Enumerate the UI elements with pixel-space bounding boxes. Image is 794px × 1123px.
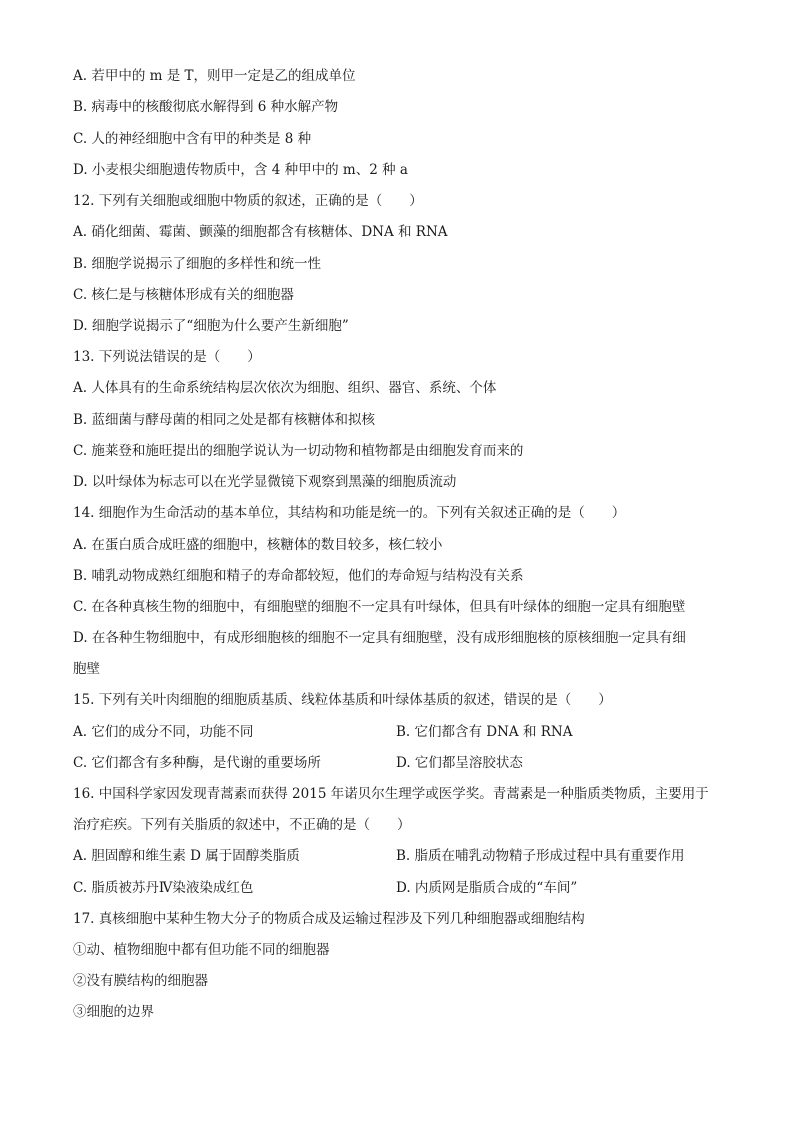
q15-option-a: A. 它们的成分不同，功能不同 bbox=[73, 724, 254, 740]
q13-option-b: B. 蓝细菌与酵母菌的相同之处是都有核糖体和拟核 bbox=[73, 412, 376, 428]
q11-option-b: B. 病毒中的核酸彻底水解得到 6 种水解产物 bbox=[73, 99, 339, 115]
q15-options-row1 bbox=[73, 722, 733, 742]
q13-option-d: D. 以叶绿体为标志可以在光学显微镜下观察到黑藻的细胞质流动 bbox=[73, 474, 457, 490]
q13-option-a: A. 人体具有的生命系统结构层次依次为细胞、组织、器官、系统、个体 bbox=[73, 380, 497, 396]
q13-option-c: C. 施莱登和施旺提出的细胞学说认为一切动物和植物都是由细胞发育而来的 bbox=[73, 443, 524, 459]
q17-stem: 17. 真核细胞中某种生物大分子的物质合成及运输过程涉及下列几种细胞器或细胞结构 bbox=[73, 911, 585, 927]
q16-options-row1 bbox=[73, 846, 733, 866]
q17-item-2: ②没有膜结构的细胞器 bbox=[73, 973, 208, 989]
q16-option-c: C. 脂质被苏丹Ⅳ染液染成红色 bbox=[73, 880, 254, 896]
q16-stem-line1: 16. 中国科学家因发现青蒿素而获得 2015 年诺贝尔生理学或医学奖。青蒿素是一种脂质类物质，主要用于 bbox=[73, 786, 709, 802]
q15-option-b: B. 它们都含有 DNA 和 RNA bbox=[396, 724, 573, 740]
q11-option-a: A. 若甲中的 m 是 T，则甲一定是乙的组成单位 bbox=[73, 68, 356, 84]
q14-option-d-line2: 胞壁 bbox=[73, 661, 100, 677]
q12-option-b: B. 细胞学说揭示了细胞的多样性和统一性 bbox=[73, 256, 322, 272]
q17-item-3: ③细胞的边界 bbox=[73, 1004, 154, 1020]
q14-option-b: B. 哺乳动物成熟红细胞和精子的寿命都较短，他们的寿命短与结构没有关系 bbox=[73, 568, 524, 584]
q12-option-a: A. 硝化细菌、霉菌、颤藻的细胞都含有核糖体、DNA 和 RNA bbox=[73, 224, 448, 240]
q14-option-d-line1: D. 在各种生物细胞中，有成形细胞核的细胞不一定具有细胞壁，没有成形细胞核的原核细胞一定具有细 bbox=[73, 630, 686, 646]
q17-item-1: ①动、植物细胞中都有但功能不同的细胞器 bbox=[73, 942, 330, 958]
q14-option-c: C. 在各种真核生物的细胞中，有细胞壁的细胞不一定具有叶绿体，但具有叶绿体的细胞一定具有细胞壁 bbox=[73, 599, 686, 615]
q12-option-c: C. 核仁是与核糖体形成有关的细胞器 bbox=[73, 287, 294, 303]
q12-option-d: D. 细胞学说揭示了“细胞为什么要产生新细胞” bbox=[73, 318, 349, 334]
q16-option-b: B. 脂质在哺乳动物精子形成过程中具有重要作用 bbox=[396, 848, 685, 864]
q11-option-c: C. 人的神经细胞中含有甲的种类是 8 种 bbox=[73, 131, 312, 147]
q15-options-row2 bbox=[73, 753, 733, 773]
q14-stem: 14. 细胞作为生命活动的基本单位，其结构和功能是统一的。下列有关叙述正确的是（ ） bbox=[73, 505, 626, 521]
q16-options-row2 bbox=[73, 878, 733, 898]
q16-option-a: A. 胆固醇和维生素 D 属于固醇类脂质 bbox=[73, 848, 300, 864]
q12-stem: 12. 下列有关细胞或细胞中物质的叙述，正确的是（ ） bbox=[73, 193, 423, 209]
q15-option-d: D. 它们都呈溶胶状态 bbox=[396, 755, 523, 771]
q13-stem: 13. 下列说法错误的是（ ） bbox=[73, 349, 261, 365]
q16-option-d: D. 内质网是脂质合成的“车间” bbox=[396, 880, 578, 896]
q16-stem-line2: 治疗疟疾。下列有关脂质的叙述中，不正确的是（ ） bbox=[73, 817, 411, 833]
q11-option-d: D. 小麦根尖细胞遗传物质中，含 4 种甲中的 m、2 种 a bbox=[73, 162, 408, 178]
q14-option-a: A. 在蛋白质合成旺盛的细胞中，核糖体的数目较多，核仁较小 bbox=[73, 537, 443, 553]
q15-option-c: C. 它们都含有多种酶，是代谢的重要场所 bbox=[73, 755, 321, 771]
q15-stem: 15. 下列有关叶肉细胞的细胞质基质、线粒体基质和叶绿体基质的叙述，错误的是（ ） bbox=[73, 692, 612, 708]
